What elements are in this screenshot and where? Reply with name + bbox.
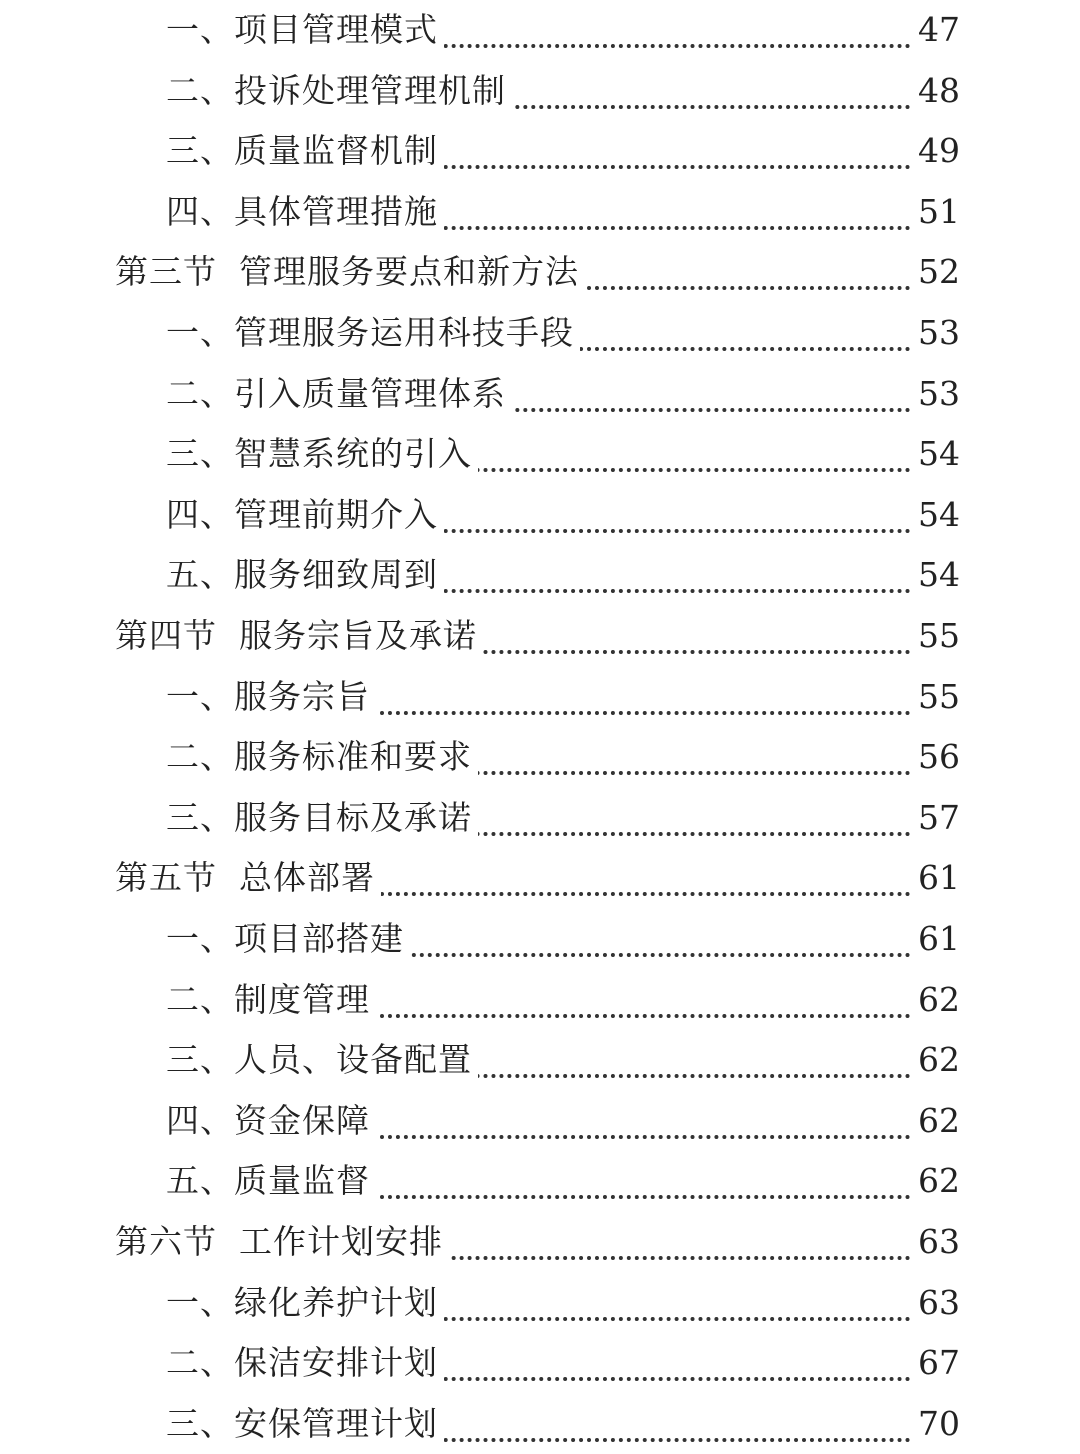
dot-leader xyxy=(380,931,958,957)
page-number: 49 xyxy=(910,121,960,181)
page-number: 63 xyxy=(910,1273,960,1333)
entry-title xyxy=(115,242,585,302)
page-number: 62 xyxy=(910,1091,960,1151)
entry-title xyxy=(166,1151,376,1211)
toc-subsection-entry[interactable] xyxy=(0,303,1080,363)
toc-subsection-entry[interactable] xyxy=(0,909,1080,969)
page-number: 48 xyxy=(910,61,960,121)
entry-title xyxy=(166,1091,376,1151)
page-number: 56 xyxy=(910,727,960,787)
toc-subsection-entry[interactable] xyxy=(0,485,1080,545)
toc-subsection-entry[interactable] xyxy=(0,61,1080,121)
entry-title xyxy=(166,61,512,121)
dot-leader xyxy=(380,870,958,896)
entry-title xyxy=(166,1394,444,1454)
dot-leader xyxy=(380,992,958,1018)
toc-section-entry[interactable] xyxy=(0,606,1080,666)
page-number: 70 xyxy=(910,1394,960,1454)
entry-title-text: 服务宗旨及承诺 xyxy=(239,616,477,655)
entry-title-text: 三、质量监督机制 xyxy=(166,131,438,170)
entry-title xyxy=(166,545,444,605)
entry-title xyxy=(166,970,376,1030)
entry-title xyxy=(166,303,580,363)
page-number: 63 xyxy=(910,1212,960,1272)
toc-subsection-entry[interactable] xyxy=(0,121,1080,181)
page-number: 61 xyxy=(910,848,960,908)
toc-subsection-entry[interactable] xyxy=(0,1273,1080,1333)
entry-title xyxy=(166,909,410,969)
toc-section-entry[interactable] xyxy=(0,1212,1080,1272)
page-number: 51 xyxy=(910,182,960,242)
toc-subsection-entry[interactable] xyxy=(0,1151,1080,1211)
entry-title-text: 三、服务目标及承诺 xyxy=(166,798,472,837)
page-number: 62 xyxy=(910,970,960,1030)
section-number: 第六节 xyxy=(115,1222,217,1261)
entry-title xyxy=(166,1030,478,1090)
dot-leader xyxy=(380,567,958,593)
toc-subsection-entry[interactable] xyxy=(0,0,1080,60)
entry-title-text: 总体部署 xyxy=(239,858,375,897)
entry-title xyxy=(166,667,376,727)
page-number: 62 xyxy=(910,1151,960,1211)
entry-title-text: 三、人员、设备配置 xyxy=(166,1040,472,1079)
toc-subsection-entry[interactable] xyxy=(0,1394,1080,1454)
entry-title xyxy=(166,788,478,848)
section-number: 第四节 xyxy=(115,616,217,655)
entry-title-text: 三、智慧系统的引入 xyxy=(166,434,472,473)
toc-subsection-entry[interactable] xyxy=(0,364,1080,424)
entry-title-text: 二、制度管理 xyxy=(166,980,370,1019)
page-number: 54 xyxy=(910,424,960,484)
toc-subsection-entry[interactable] xyxy=(0,1333,1080,1393)
entry-title xyxy=(115,1212,449,1272)
dot-leader xyxy=(380,507,958,533)
entry-title-text: 二、保洁安排计划 xyxy=(166,1343,438,1382)
section-number: 第五节 xyxy=(115,858,217,897)
toc-subsection-entry[interactable] xyxy=(0,1091,1080,1151)
page-number: 54 xyxy=(910,545,960,605)
dot-leader xyxy=(380,1355,958,1381)
entry-title xyxy=(166,424,478,484)
page-number: 52 xyxy=(910,242,960,302)
page-number: 62 xyxy=(910,1030,960,1090)
entry-title-text: 工作计划安排 xyxy=(239,1222,443,1261)
entry-title-text: 四、管理前期介入 xyxy=(166,495,438,534)
entry-title xyxy=(166,1333,444,1393)
toc-subsection-entry[interactable] xyxy=(0,667,1080,727)
toc-subsection-entry[interactable] xyxy=(0,1030,1080,1090)
entry-title xyxy=(166,727,478,787)
page-number: 47 xyxy=(910,0,960,60)
dot-leader xyxy=(380,1173,958,1199)
entry-title-text: 一、管理服务运用科技手段 xyxy=(166,313,574,352)
entry-title-text: 一、项目管理模式 xyxy=(166,10,438,49)
toc-subsection-entry[interactable] xyxy=(0,182,1080,242)
entry-title xyxy=(166,1273,444,1333)
toc-subsection-entry[interactable] xyxy=(0,545,1080,605)
toc-subsection-entry[interactable] xyxy=(0,424,1080,484)
entry-title-text: 一、项目部搭建 xyxy=(166,919,404,958)
page-number: 57 xyxy=(910,788,960,848)
entry-title xyxy=(166,182,444,242)
entry-title-text: 四、资金保障 xyxy=(166,1101,370,1140)
entry-title-text: 四、具体管理措施 xyxy=(166,192,438,231)
entry-title-text: 五、服务细致周到 xyxy=(166,555,438,594)
dot-leader xyxy=(380,1295,958,1321)
page-number: 53 xyxy=(910,303,960,363)
entry-title xyxy=(166,364,512,424)
toc-section-entry[interactable] xyxy=(0,242,1080,302)
entry-title xyxy=(166,485,444,545)
dot-leader xyxy=(380,689,958,715)
entry-title xyxy=(166,0,444,60)
page-number: 55 xyxy=(910,667,960,727)
entry-title-text: 一、服务宗旨 xyxy=(166,677,370,716)
dot-leader xyxy=(380,1416,958,1442)
section-number: 第三节 xyxy=(115,252,217,291)
dot-leader xyxy=(380,22,958,48)
dot-leader xyxy=(380,1234,958,1260)
entry-title-text: 二、引入质量管理体系 xyxy=(166,374,506,413)
entry-title xyxy=(115,606,483,666)
entry-title-text: 二、服务标准和要求 xyxy=(166,737,472,776)
page-number: 54 xyxy=(910,485,960,545)
dot-leader xyxy=(380,143,958,169)
entry-title-text: 三、安保管理计划 xyxy=(166,1404,438,1443)
entry-title xyxy=(115,848,381,908)
toc-subsection-entry[interactable] xyxy=(0,970,1080,1030)
entry-title xyxy=(166,121,444,181)
toc-subsection-entry[interactable] xyxy=(0,788,1080,848)
page-number: 55 xyxy=(910,606,960,666)
toc-subsection-entry[interactable] xyxy=(0,727,1080,787)
entry-title-text: 一、绿化养护计划 xyxy=(166,1283,438,1322)
page-number: 53 xyxy=(910,364,960,424)
page-number: 67 xyxy=(910,1333,960,1393)
entry-title-text: 管理服务要点和新方法 xyxy=(239,252,579,291)
dot-leader xyxy=(380,204,958,230)
entry-title-text: 二、投诉处理管理机制 xyxy=(166,71,506,110)
entry-title-text: 五、质量监督 xyxy=(166,1161,370,1200)
dot-leader xyxy=(380,1113,958,1139)
page-number: 61 xyxy=(910,909,960,969)
toc-section-entry[interactable] xyxy=(0,848,1080,908)
